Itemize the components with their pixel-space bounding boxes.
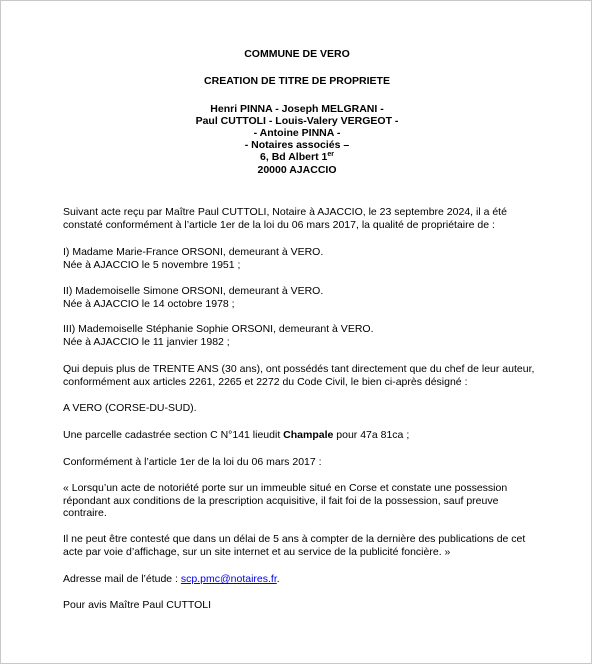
owner-2: [63, 285, 583, 310]
notaries-line-1: Henri PINNA - Joseph MELGRANI -: [210, 103, 384, 115]
quote-1-line-1: « Lorsqu’un acte de notoriété porte sur un immeuble situé en Corse et constate une possession: [63, 482, 508, 494]
document-title: CREATION DE TITRE DE PROPRIETE: [204, 75, 390, 87]
street-superscript: er: [327, 151, 334, 158]
notaries-line-3: - Antoine PINNA -: [253, 127, 341, 139]
location-line: A VERO (CORSE-DU-SUD).: [63, 402, 197, 414]
intro-line-2: constaté conformément à l’article 1er de la loi du 06 mars 2017, la qualité de propriétaire de :: [63, 218, 495, 231]
street-text: 6, Bd Albert 1: [260, 151, 328, 163]
owner-1-birth: Née à AJACCIO le 5 novembre 1951 ;: [63, 258, 241, 271]
owner-1-name: I) Madame Marie-France ORSONI, demeurant à VERO.: [63, 246, 324, 258]
closing-line: Pour avis Maître Paul CUTTOLI: [63, 599, 212, 611]
owner-3-name: III) Mademoiselle Stéphanie Sophie ORSONI, demeurant à VERO.: [63, 323, 374, 335]
parcel-line: [63, 429, 583, 442]
owner-2-name: II) Mademoiselle Simone ORSONI, demeurant à VERO.: [63, 285, 324, 297]
notary-city: 20000 AJACCIO: [257, 164, 337, 176]
possession-line-2: conformément aux articles 2261, 2265 et 2272 du Code Civil, le bien ci-après désigné :: [63, 375, 468, 388]
notary-street-address: [1, 151, 592, 163]
owner-3: [63, 323, 583, 348]
parcel-lieudit: Champale: [283, 429, 334, 441]
intro-paragraph: [63, 206, 583, 231]
email-line: [63, 573, 583, 586]
possession-paragraph: [63, 363, 583, 388]
quote-paragraph-2: [63, 533, 583, 558]
quote-1-line-2: répondant aux conditions de la prescription acquisitive, il fait foi de la possession, sauf preuve: [63, 494, 499, 507]
email-label: Adresse mail de l’étude :: [63, 573, 181, 585]
intro-line-1: Suivant acte reçu par Maître Paul CUTTOLI, Notaire à AJACCIO, le 23 septembre 2024, il a été: [63, 206, 507, 218]
notaries-line-4: - Notaires associés –: [244, 139, 350, 151]
email-suffix: .: [276, 573, 280, 585]
email-link[interactable]: scp.pmc@notaires.fr: [180, 573, 277, 585]
conformement-line: Conformément à l’article 1er de la loi du 06 mars 2017 :: [63, 456, 322, 468]
notaries-line-2: Paul CUTTOLI - Louis-Valery VERGEOT -: [195, 115, 399, 127]
quote-2-line-2: acte par voie d’affichage, sur un site internet et au service de la publicité foncière. »: [63, 545, 451, 558]
owner-2-birth: Née à AJACCIO le 14 octobre 1978 ;: [63, 297, 235, 310]
parcel-suffix: pour 47a 81ca ;: [333, 429, 410, 441]
commune-heading: COMMUNE DE VERO: [244, 48, 350, 60]
quote-paragraph-1: [63, 482, 583, 520]
owner-3-birth: Née à AJACCIO le 11 janvier 1982 ;: [63, 335, 230, 348]
quote-1-line-3: contraire.: [63, 507, 107, 519]
possession-line-1: Qui depuis plus de TRENTE ANS (30 ans), ont possédés tant directement que du chef de leur auteur,: [63, 363, 535, 375]
parcel-prefix: Une parcelle cadastrée section C N°141 lieudit: [63, 429, 284, 441]
owner-1: [63, 246, 583, 271]
quote-2-line-1: Il ne peut être contesté que dans un délai de 5 ans à compter de la dernière des publications de cet: [63, 533, 526, 545]
